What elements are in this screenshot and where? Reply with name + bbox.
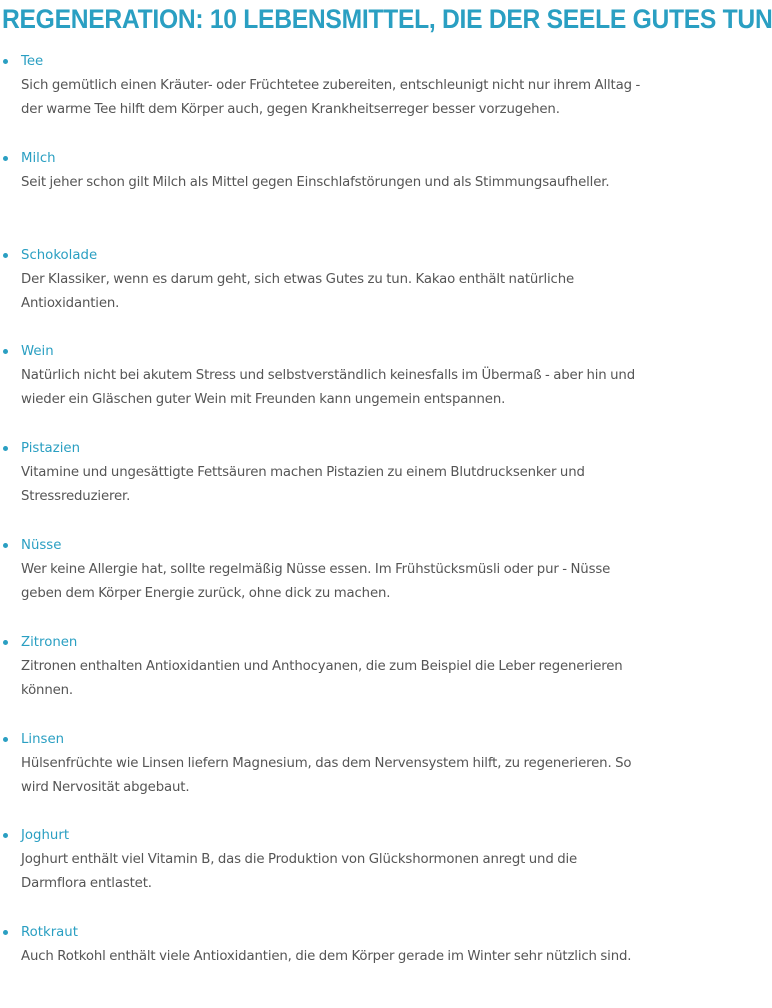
- item-text: Wer keine Allergie hat, sollte regelmäßig Nüsse essen. Im Frühstücksmüsli oder pur - Nüsse geben dem Körper Energie zurück, ohne dick zu machen.: [21, 561, 611, 601]
- bullet-icon: [3, 446, 8, 451]
- item-text: Der Klassiker, wenn es darum geht, sich etwas Gutes zu tun. Kakao enthält natürliche Antioxidantien.: [21, 271, 575, 311]
- item-title: Zitronen: [21, 634, 78, 650]
- item-text: Natürlich nicht bei akutem Stress und selbstverständlich keinesfalls im Übermaß - aber hin und wieder ein Gläschen guter Wein mit Freunden kann ungemein entspannen.: [21, 368, 635, 408]
- list-item-tee: [2, 50, 642, 137]
- item-title: Nüsse: [21, 537, 62, 553]
- item-title: Tee: [21, 54, 44, 69]
- bullet-icon: [3, 59, 8, 64]
- list-item-linsen: [2, 728, 642, 815]
- page-title: REGENERATION: 10 LEBENSMITTEL, DIE DER SEELE GUTES TUN: [2, 4, 772, 34]
- item-title: Schokolade: [21, 247, 98, 263]
- item-text: Joghurt enthält viel Vitamin B, das die Produktion von Glückshormonen anregt und die Darmflora entlastet.: [21, 852, 578, 892]
- item-text: Zitronen enthalten Antioxidantien und Anthocyanen, die zum Beispiel die Leber regenerieren können.: [21, 658, 623, 698]
- bullet-icon: [3, 253, 8, 258]
- list-item-milch: [2, 147, 642, 234]
- item-title: Pistazien: [21, 441, 80, 457]
- bullet-icon: [3, 349, 8, 354]
- list-item-wein: [2, 340, 642, 427]
- bullet-icon: [3, 640, 8, 645]
- list-item-nuesse: [2, 534, 642, 621]
- list-item-rotkraut: [2, 921, 642, 1008]
- item-title: Linsen: [21, 731, 65, 747]
- bullet-icon: [3, 543, 8, 548]
- item-title: Joghurt: [21, 828, 70, 844]
- list-item-zitronen: [2, 631, 642, 718]
- item-text: Hülsenfrüchte wie Linsen liefern Magnesium, das dem Nervensystem hilft, zu regenerieren. So wird Nervosität abgebaut.: [21, 755, 632, 795]
- item-title: Milch: [21, 150, 56, 166]
- item-text: Sich gemütlich einen Kräuter- oder Früchtetee zubereiten, entschleunigt nicht nur ihrem Alltag - der warme Tee hilft dem Körper auch, gegen Krankheitserreger besser vorzugehen.: [21, 78, 641, 117]
- bullet-icon: [3, 930, 8, 935]
- food-list: [2, 50, 642, 1008]
- item-text: Auch Rotkohl enthält viele Antioxidantien, die dem Körper gerade im Winter sehr nützlich sind.: [21, 949, 632, 965]
- item-text: Vitamine und ungesättigte Fettsäuren machen Pistazien zu einem Blutdrucksenker und Stressreduzierer.: [21, 465, 585, 505]
- item-title: Wein: [21, 344, 54, 360]
- item-title: Rotkraut: [21, 925, 78, 941]
- bullet-icon: [3, 737, 8, 742]
- list-item-joghurt: [2, 824, 642, 911]
- item-text: Seit jeher schon gilt Milch als Mittel gegen Einschlafstörungen und als Stimmungsaufheller.: [21, 174, 610, 190]
- list-item-schokolade: [2, 244, 642, 331]
- bullet-icon: [3, 156, 8, 161]
- list-item-pistazien: [2, 437, 642, 524]
- bullet-icon: [3, 833, 8, 838]
